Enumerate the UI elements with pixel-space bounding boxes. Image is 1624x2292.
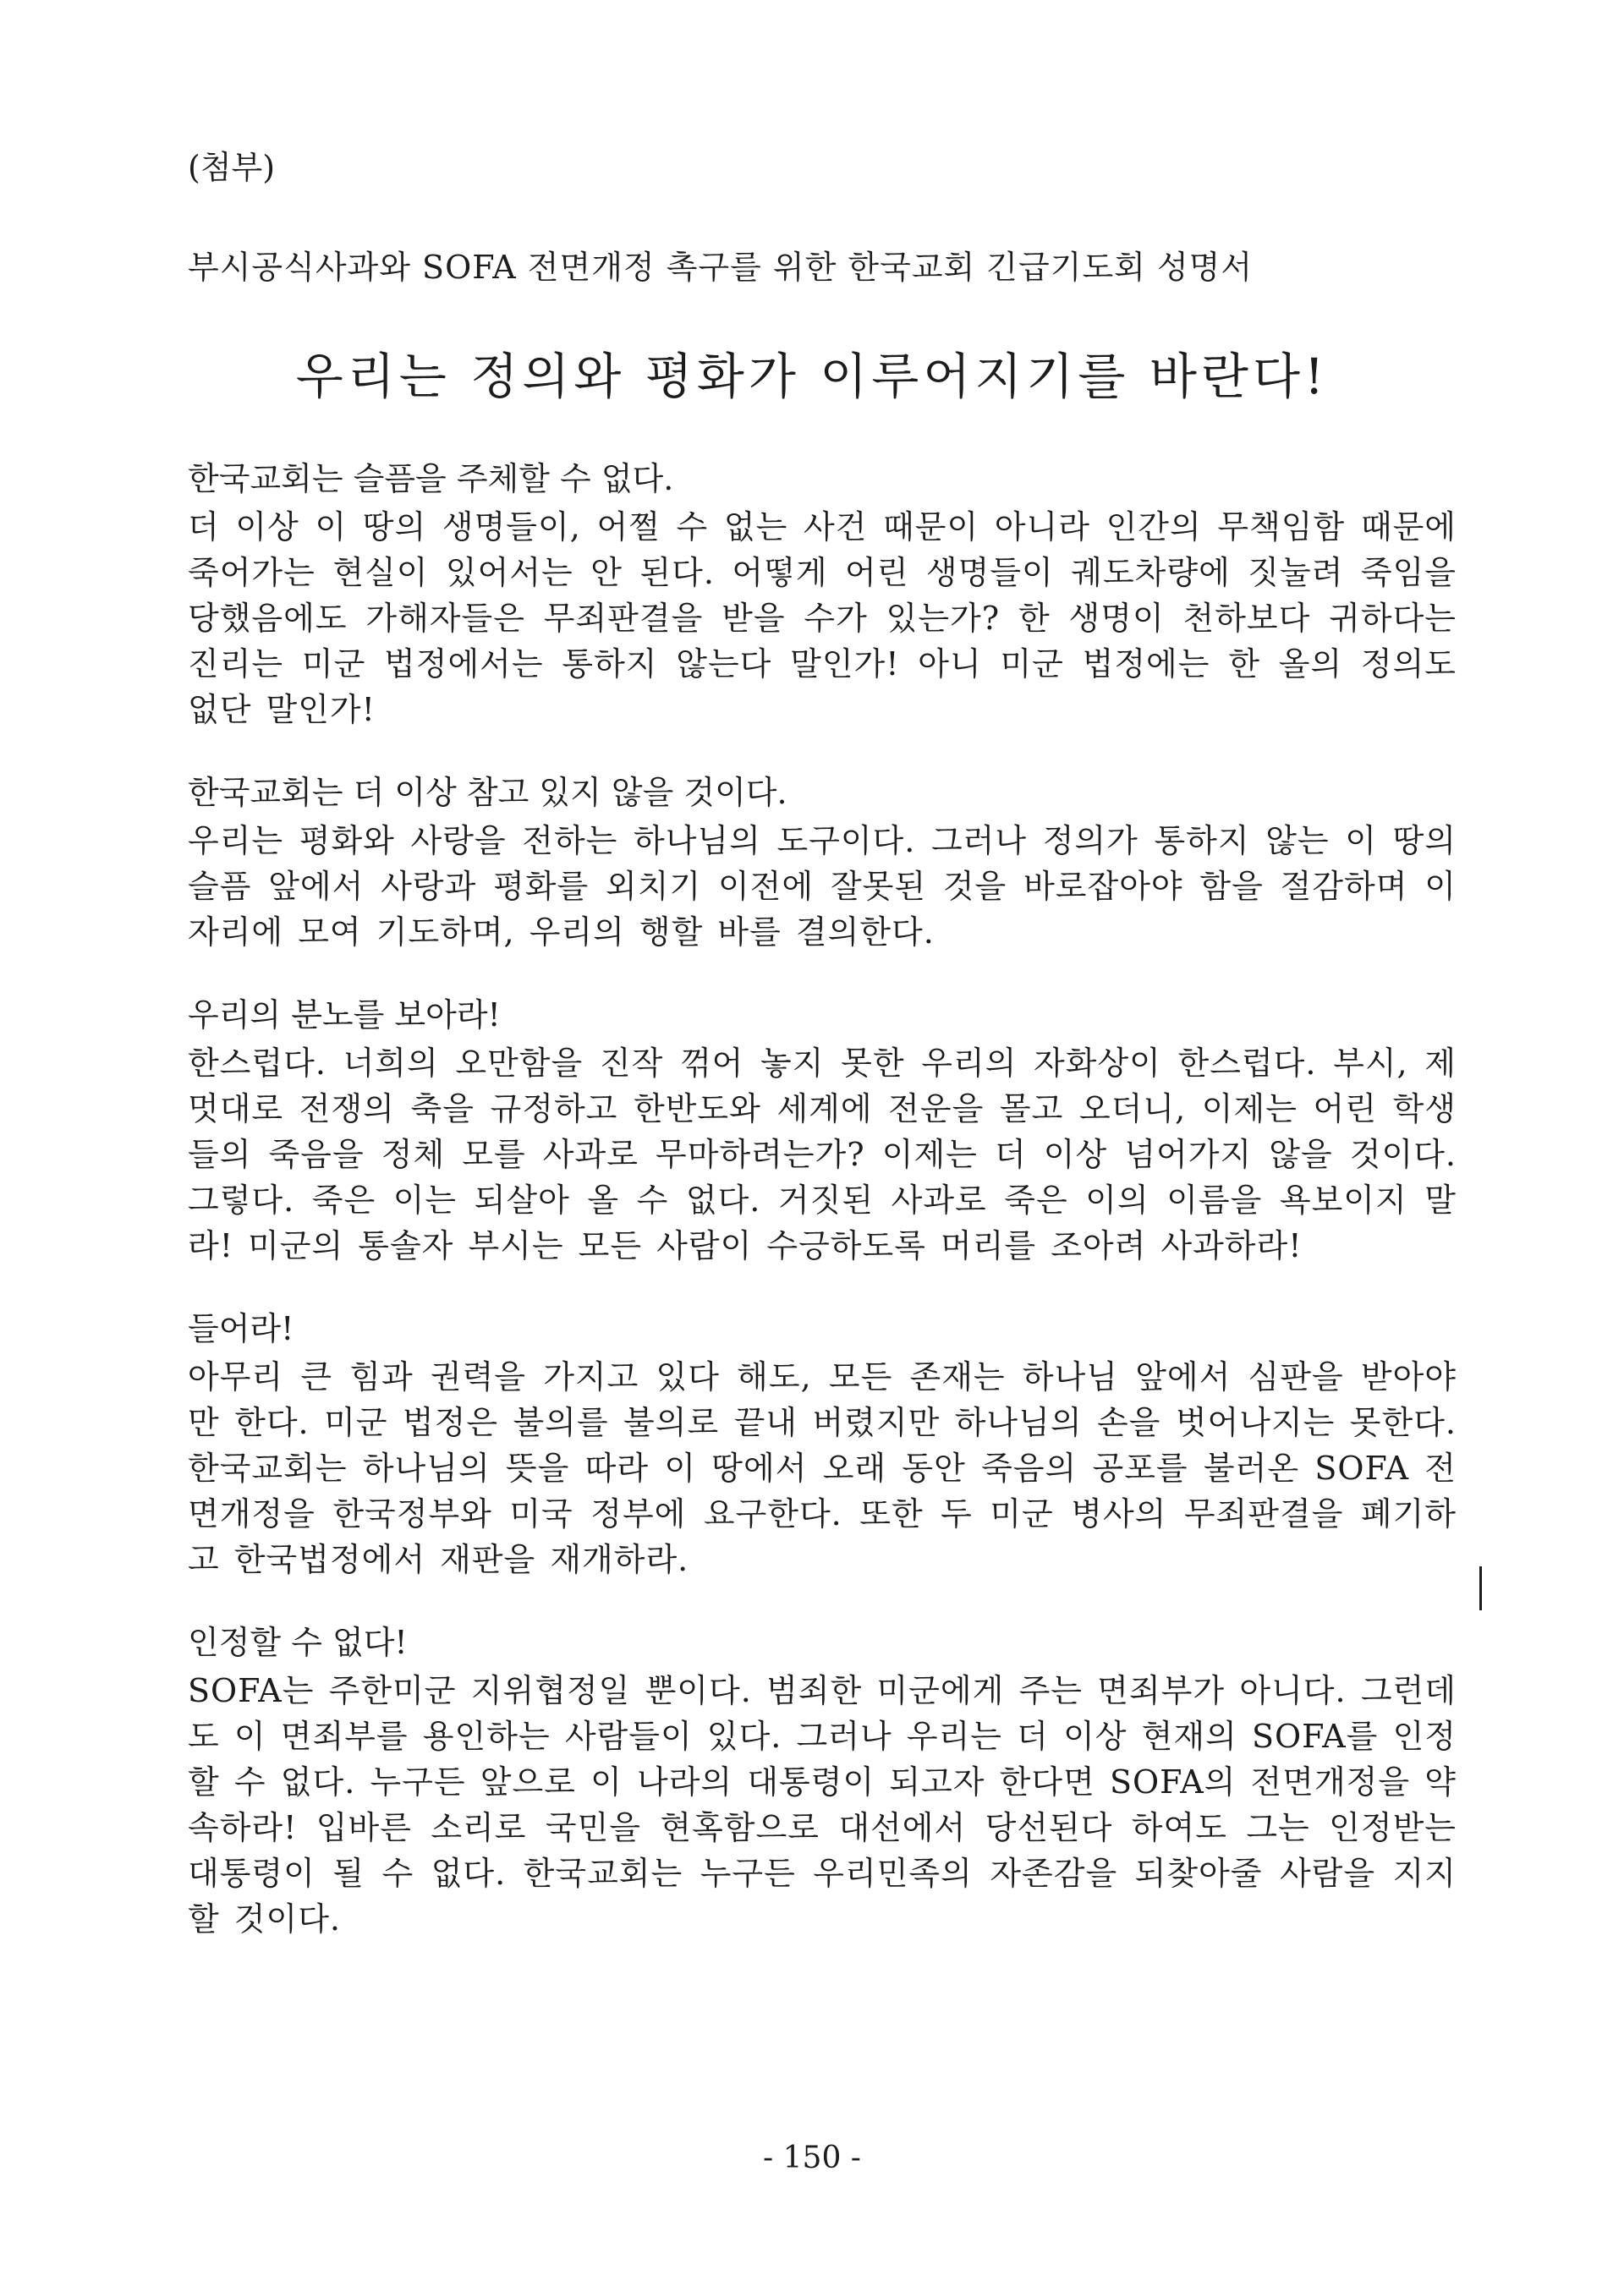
page-number: - 150 -	[763, 2141, 861, 2175]
section-heading: 우리의 분노를 보아라!	[188, 996, 501, 1034]
attachment-label: (첨부)	[188, 149, 276, 186]
section-heading: 한국교회는 슬픔을 주체할 수 없다.	[188, 460, 674, 497]
section-paragraph: SOFA는 주한미군 지위협정일 뿐이다. 범죄한 미군에게 주는 면죄부가 아니다. 그런데도 이 면죄부를 용인하는 사람들이 있다. 그러나 우리는 더 이상 현재의 SOFA를 인정할 수 없다. 누구든 앞으로 이 나라의 대통령이 되고자 한다면 SOFA의 전면개정을 약속하라! 입바른 소리로 국민을 현혹함으로 대선에서 당선된다 하여도 그는 인정받는 대통령이 될 수 없다. 한국교회는 누구든 우리민족의 자존감을 되찾아줄 사람을 지지할 것이다.	[188, 1672, 1457, 1938]
section-cannot-accept	[188, 1620, 1457, 1942]
document-title: 우리는 정의와 평화가 이루어지기를 바란다!	[295, 348, 1329, 405]
section-paragraph: 우리는 평화와 사랑을 전하는 하나님의 도구이다. 그러나 정의가 통하지 않는 이 땅의 슬픔 앞에서 사랑과 평화를 외치기 이전에 잘못된 것을 바로잡아야 함을 절감하며 이 자리에 모여 기도하며, 우리의 행할 바를 결의한다.	[188, 822, 1457, 951]
section-paragraph: 한스럽다. 너희의 오만함을 진작 꺾어 놓지 못한 우리의 자화상이 한스럽다. 부시, 제멋대로 전쟁의 축을 규정하고 한반도와 세계에 전운을 몰고 오더니, 이제는 어린 학생들의 죽음을 정체 모를 사과로 무마하려는가? 이제는 더 이상 넘어가지 않을 것이다. 그렇다. 죽은 이는 되살아 올 수 없다. 거짓된 사과로 죽은 이의 이름을 욕보이지 말라! 미군의 통솔자 부시는 모든 사람이 수긍하도록 머리를 조아려 사과하라!	[188, 1045, 1457, 1264]
section-paragraph: 더 이상 이 땅의 생명들이, 어쩔 수 없는 사건 때문이 아니라 인간의 무책임함 때문에 죽어가는 현실이 있어서는 안 된다. 어떻게 어린 생명들이 궤도차량에 짓눌려 죽임을 당했음에도 가해자들은 무죄판결을 받을 수가 있는가? 한 생명이 천하보다 귀하다는 진리는 미군 법정에서는 통하지 않는다 말인가! 아니 미군 법정에는 한 올의 정의도 없단 말인가!	[188, 508, 1457, 728]
section-sorrow	[188, 457, 1457, 732]
section-no-more-patience	[188, 770, 1457, 955]
section-heading: 들어라!	[188, 1310, 294, 1347]
section-paragraph: 아무리 큰 힘과 권력을 가지고 있다 해도, 모든 존재는 하나님 앞에서 심판을 받아야만 한다. 미군 법정은 불의를 불의로 끝내 버렸지만 하나님의 손을 벗어나지는 못한다. 한국교회는 하나님의 뜻을 따라 이 땅에서 오래 동안 죽음의 공포를 불러온 SOFA 전면개정을 한국정부와 미국 정부에 요구한다. 또한 두 미군 병사의 무죄판결을 폐기하고 한국법정에서 재판을 재개하라.	[188, 1358, 1457, 1578]
section-listen	[188, 1307, 1457, 1582]
section-heading: 한국교회는 더 이상 참고 있지 않을 것이다.	[188, 774, 787, 811]
section-anger	[188, 993, 1457, 1269]
margin-mark	[1479, 1566, 1482, 1610]
section-heading: 인정할 수 없다!	[188, 1624, 408, 1661]
document-subtitle: 부시공식사과와 SOFA 전면개정 촉구를 위한 한국교회 긴급기도회 성명서	[188, 249, 1254, 286]
statement-body	[188, 457, 1457, 1980]
